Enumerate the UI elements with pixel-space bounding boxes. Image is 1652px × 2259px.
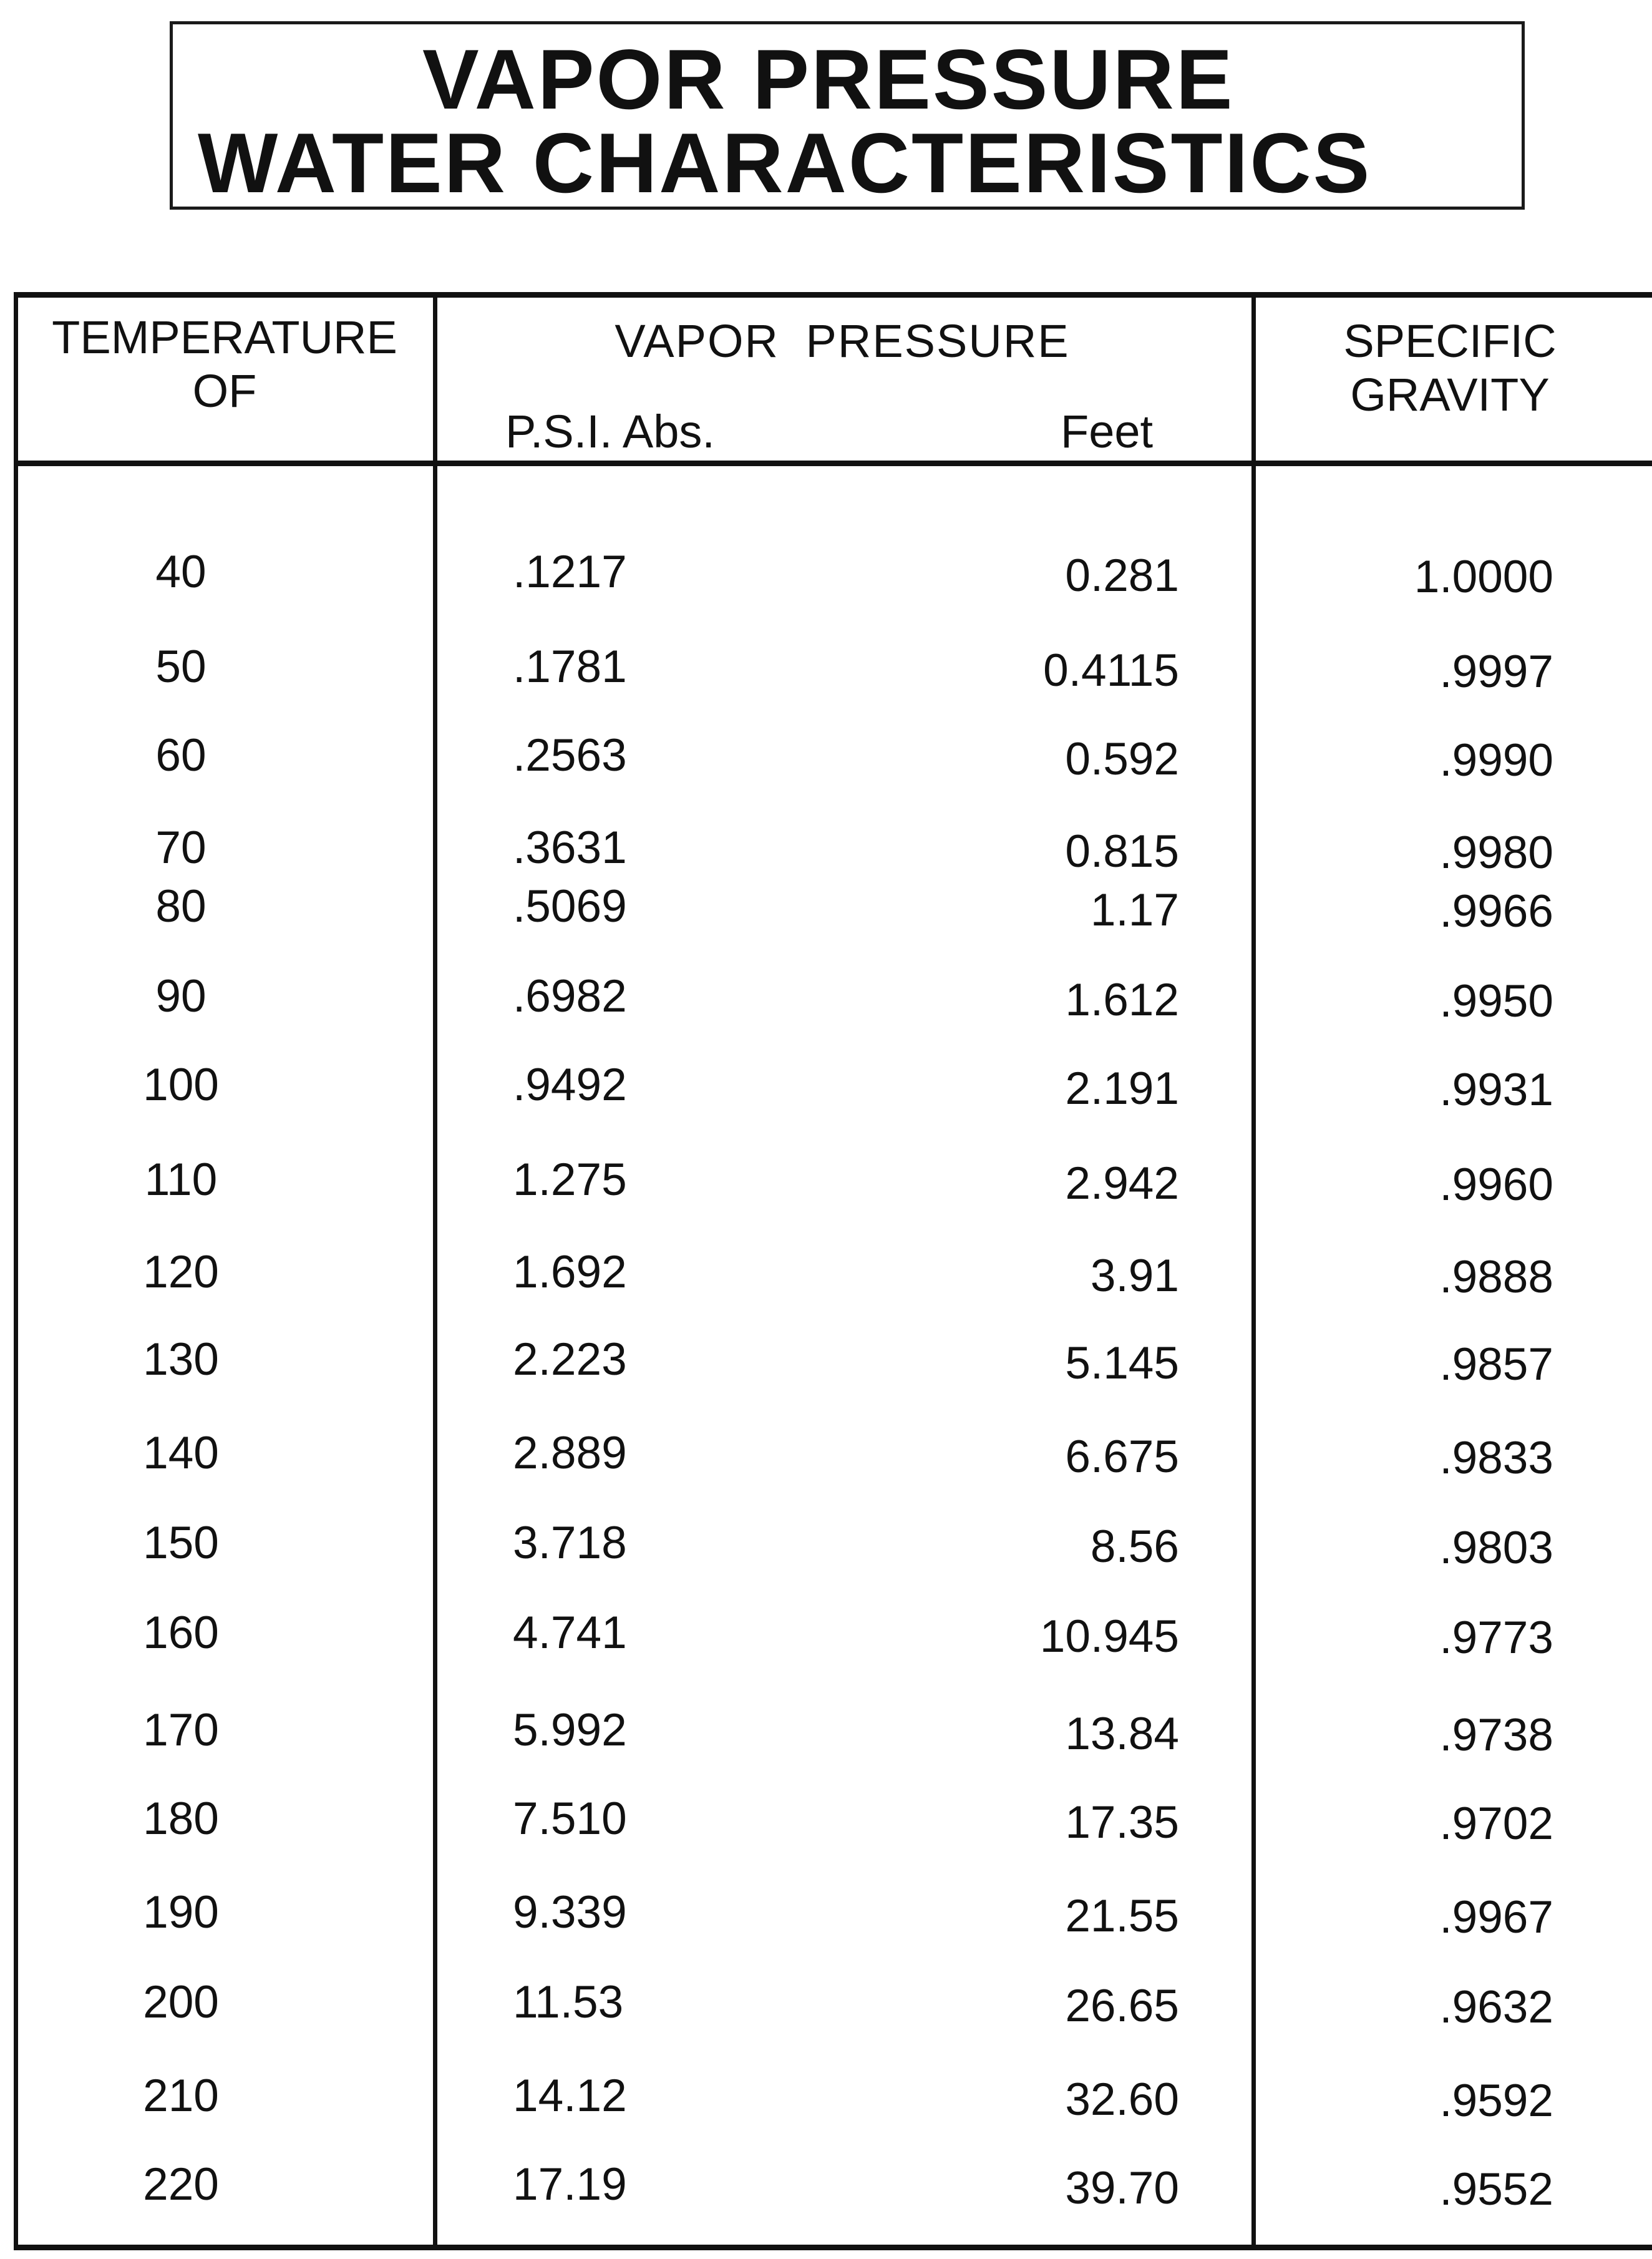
temperature-cell: 60 xyxy=(155,730,206,781)
temperature-cell: 170 xyxy=(143,1705,219,1755)
temperature-cell: 220 xyxy=(143,2159,219,2210)
feet-cell: 21.55 xyxy=(1065,1891,1179,1941)
specific-gravity-cell: .9997 xyxy=(1439,646,1553,697)
title-line-1: VAPOR PRESSURE xyxy=(422,32,1235,127)
feet-cell: 5.145 xyxy=(1065,1338,1179,1388)
psi-cell: 7.510 xyxy=(513,1793,627,1844)
psi-cell: 17.19 xyxy=(513,2159,627,2210)
specific-gravity-cell: 1.0000 xyxy=(1414,552,1553,602)
temperature-cell: 50 xyxy=(155,642,206,692)
feet-cell: 2.191 xyxy=(1065,1063,1179,1114)
specific-gravity-cell: .9990 xyxy=(1439,735,1553,786)
psi-cell: .2563 xyxy=(513,730,627,781)
feet-cell: 26.65 xyxy=(1065,1981,1179,2031)
feet-cell: 2.942 xyxy=(1065,1158,1179,1209)
feet-cell: 0.815 xyxy=(1065,826,1179,877)
psi-cell: 14.12 xyxy=(513,2071,627,2121)
temperature-cell: 190 xyxy=(143,1887,219,1938)
header-specific: SPECIFIC xyxy=(1343,315,1557,367)
feet-cell: 17.35 xyxy=(1065,1797,1179,1848)
feet-cell: 10.945 xyxy=(1039,1611,1179,1662)
specific-gravity-cell: .9888 xyxy=(1439,1252,1553,1302)
psi-cell: 2.223 xyxy=(513,1334,627,1385)
psi-cell: 3.718 xyxy=(513,1518,627,1568)
feet-cell: 13.84 xyxy=(1065,1709,1179,1759)
feet-cell: 1.17 xyxy=(1090,885,1179,935)
psi-cell: .9492 xyxy=(513,1060,627,1110)
psi-cell: 9.339 xyxy=(513,1887,627,1938)
specific-gravity-cell: .9967 xyxy=(1439,1892,1553,1943)
header-divider xyxy=(14,461,1652,466)
temperature-cell: 130 xyxy=(143,1334,219,1385)
feet-cell: 0.281 xyxy=(1065,550,1179,601)
specific-gravity-cell: .9980 xyxy=(1439,827,1553,878)
temperature-cell: 40 xyxy=(155,547,206,597)
temperature-cell: 70 xyxy=(155,822,206,873)
specific-gravity-cell: .9960 xyxy=(1439,1159,1553,1210)
specific-gravity-cell: .9702 xyxy=(1439,1798,1553,1849)
header-temperature-unit: OF xyxy=(192,365,257,417)
feet-cell: 32.60 xyxy=(1065,2074,1179,2125)
specific-gravity-cell: .9966 xyxy=(1439,886,1553,937)
psi-cell: .6982 xyxy=(513,971,627,1022)
temperature-cell: 90 xyxy=(155,971,206,1022)
specific-gravity-cell: .9803 xyxy=(1439,1523,1553,1573)
psi-cell: .5069 xyxy=(513,881,627,932)
header-temperature: TEMPERATURE xyxy=(52,311,397,363)
specific-gravity-cell: .9632 xyxy=(1439,1982,1553,2032)
column-divider-2 xyxy=(1251,292,1256,2250)
feet-cell: 1.612 xyxy=(1065,975,1179,1025)
psi-cell: 11.53 xyxy=(513,1977,624,2027)
temperature-cell: 150 xyxy=(143,1518,219,1568)
feet-cell: 8.56 xyxy=(1090,1521,1179,1572)
header-psi-abs: P.S.I. Abs. xyxy=(505,406,715,457)
specific-gravity-cell: .9773 xyxy=(1439,1613,1553,1663)
feet-cell: 0.4115 xyxy=(1043,645,1179,696)
psi-cell: 4.741 xyxy=(513,1608,627,1658)
specific-gravity-cell: .9833 xyxy=(1439,1433,1553,1483)
temperature-cell: 120 xyxy=(143,1247,219,1297)
temperature-cell: 180 xyxy=(143,1793,219,1844)
specific-gravity-cell: .9931 xyxy=(1439,1065,1553,1115)
title-line-2: WATER CHARACTERISTICS xyxy=(198,115,1372,210)
psi-cell: .3631 xyxy=(513,822,627,873)
psi-cell: 2.889 xyxy=(513,1428,627,1478)
specific-gravity-cell: .9552 xyxy=(1439,2164,1553,2215)
psi-cell: 5.992 xyxy=(513,1705,627,1755)
header-feet: Feet xyxy=(1061,406,1154,457)
title-box xyxy=(170,21,1525,210)
temperature-cell: 160 xyxy=(143,1608,219,1658)
feet-cell: 3.91 xyxy=(1090,1251,1179,1301)
column-divider-1 xyxy=(433,292,437,2250)
psi-cell: 1.275 xyxy=(513,1154,627,1205)
feet-cell: 6.675 xyxy=(1065,1432,1179,1482)
feet-cell: 0.592 xyxy=(1065,734,1179,784)
psi-cell: .1217 xyxy=(513,547,627,597)
temperature-cell: 210 xyxy=(143,2071,219,2121)
temperature-cell: 140 xyxy=(143,1428,219,1478)
temperature-cell: 200 xyxy=(143,1977,219,2027)
header-vapor-pressure: VAPOR PRESSURE xyxy=(615,315,1070,367)
specific-gravity-cell: .9950 xyxy=(1439,976,1553,1027)
temperature-cell: 110 xyxy=(144,1154,218,1205)
header-gravity: GRAVITY xyxy=(1350,369,1550,421)
temperature-cell: 80 xyxy=(155,881,206,932)
specific-gravity-cell: .9738 xyxy=(1439,1710,1553,1760)
specific-gravity-cell: .9857 xyxy=(1439,1339,1553,1390)
psi-cell: .1781 xyxy=(513,642,627,692)
psi-cell: 1.692 xyxy=(513,1247,627,1297)
feet-cell: 39.70 xyxy=(1065,2163,1179,2213)
temperature-cell: 100 xyxy=(143,1060,219,1110)
specific-gravity-cell: .9592 xyxy=(1439,2076,1553,2126)
